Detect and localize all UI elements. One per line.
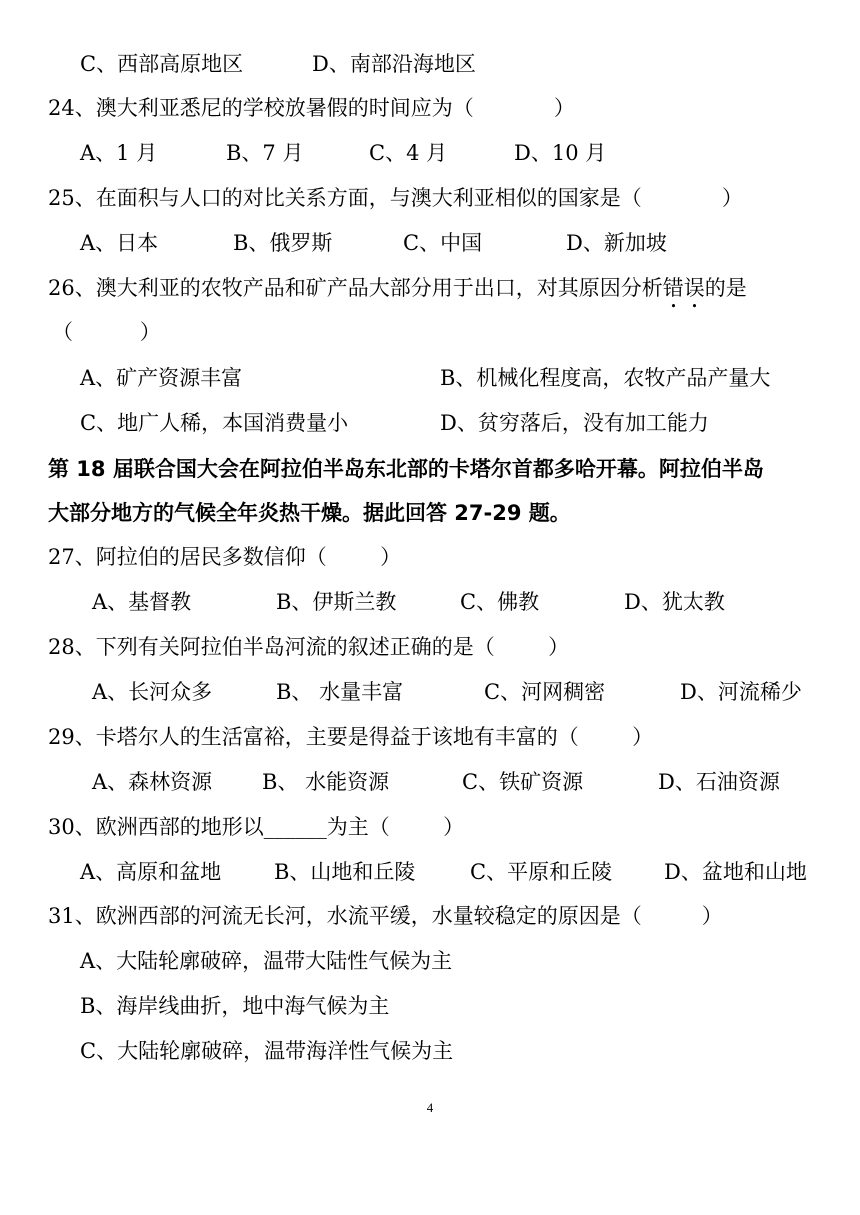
q24-option-a: A、1 月 [80,141,158,165]
q30-option-d: D、盆地和山地 [664,860,807,884]
q28-option-d: D、河流稀少 [680,680,802,704]
q26-option-c: C、地广人稀，本国消费量小 [80,411,349,435]
q26-option-b: B、机械化程度高，农牧产品产量大 [440,366,771,390]
q24-option-b: B、7 月 [226,141,304,165]
q28-option-b: B、 水量丰富 [276,680,404,704]
q30-option-b: B、山地和丘陵 [274,860,416,884]
q23-option-c: C、西部高原地区 [80,52,244,76]
page-number: 4 [426,1100,434,1115]
q26-option-a: A、矿产资源丰富 [80,366,243,390]
q28-stem: 28、下列有关阿拉伯半岛河流的叙述正确的是（ ） [48,635,570,659]
q27-stem: 27、阿拉伯的居民多数信仰（ ） [48,545,402,569]
q26-stem-emphasis: 错误 [662,276,705,300]
q30-option-c: C、平原和丘陵 [470,860,613,884]
q27-option-d: D、犹太教 [624,590,725,614]
q31-stem: 31、欧洲西部的河流无长河，水流平缓，水量较稳定的原因是（ ） [48,904,723,928]
q30-stem: 30、欧洲西部的地形以______为主（ ） [48,815,465,839]
q24-stem: 24、澳大利亚悉尼的学校放暑假的时间应为（ ） [48,96,575,120]
q26-option-d: D、贫穷落后，没有加工能力 [440,411,709,435]
q31-option-c: C、大陆轮廓破碎，温带海洋性气候为主 [80,1039,454,1063]
q31-option-b: B、海岸线曲折，地中海气候为主 [80,994,390,1018]
q31-option-a: A、大陆轮廓破碎，温带大陆性气候为主 [80,949,453,973]
q25-option-a: A、日本 [80,231,159,255]
q27-option-a: A、基督教 [92,590,192,614]
q29-option-c: C、铁矿资源 [462,770,584,794]
q26-stem-post: 的是 [704,276,747,300]
q27-option-b: B、伊斯兰教 [276,590,397,614]
q30-option-a: A、高原和盆地 [80,860,222,884]
q25-stem: 25、在面积与人口的对比关系方面，与澳大利亚相似的国家是（ ） [48,186,743,210]
q25-option-c: C、中国 [403,231,483,255]
passage-line-2: 大部分地方的气候全年炎热干燥。据此回答 27-29 题。 [48,501,571,525]
q28-option-c: C、河网稠密 [484,680,606,704]
q25-option-d: D、新加坡 [566,231,667,255]
q26-stem [48,274,747,302]
q29-option-a: A、森林资源 [92,770,213,794]
q29-stem: 29、卡塔尔人的生活富裕，主要是得益于该地有丰富的（ ） [48,725,654,749]
q29-option-d: D、石油资源 [658,770,780,794]
q26-answer-paren: （ ） [52,320,161,344]
q28-option-a: A、长河众多 [92,680,213,704]
passage-line-1: 第 18 届联合国大会在阿拉伯半岛东北部的卡塔尔首都多哈开幕。阿拉伯半岛 [48,457,764,481]
q26-stem-pre: 26、澳大利亚的农牧产品和矿产品大部分用于出口，对其原因分析 [48,276,663,300]
q24-option-d: D、10 月 [514,141,607,165]
q24-option-c: C、4 月 [369,141,448,165]
q23-option-d: D、南部沿海地区 [312,52,476,76]
q29-option-b: B、 水能资源 [262,770,390,794]
q27-option-c: C、佛教 [460,590,540,614]
q25-option-b: B、俄罗斯 [233,231,333,255]
